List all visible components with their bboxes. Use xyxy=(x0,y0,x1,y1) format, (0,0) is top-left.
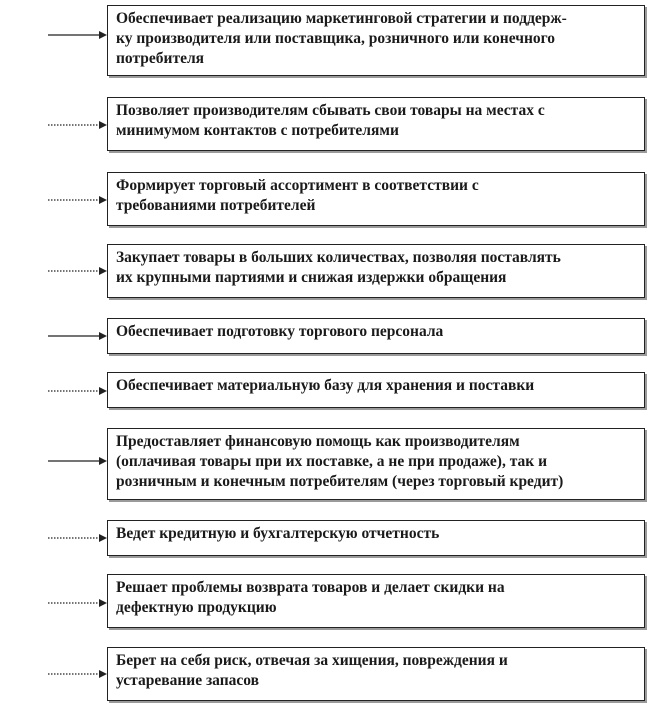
arrow-2 xyxy=(48,119,108,131)
arrow-10 xyxy=(48,668,108,680)
function-box-6: Обеспечивает материальную базу для хранения и поставки xyxy=(107,372,645,408)
arrow-9 xyxy=(48,597,108,609)
arrow-8 xyxy=(48,532,108,544)
arrow-7 xyxy=(48,455,108,467)
function-box-5: Обеспечивает подготовку торгового персонала xyxy=(107,318,645,354)
function-box-3: Формирует торговый ассортимент в соответствии с требованиями потребителей xyxy=(107,172,645,226)
function-box-8: Ведет кредитную и бухгалтерскую отчетность xyxy=(107,520,645,556)
arrow-1 xyxy=(48,29,108,41)
function-box-1: Обеспечивает реализацию маркетинговой стратегии и поддерж- ку производителя или поставщика, розничного или конечного потребителя xyxy=(107,5,645,76)
arrow-4 xyxy=(48,265,108,277)
arrow-5 xyxy=(48,330,108,342)
function-box-9: Решает проблемы возврата товаров и делает скидки на дефектную продукцию xyxy=(107,574,645,628)
function-box-2: Позволяет производителям сбывать свои товары на местах с минимумом контактов с потребителями xyxy=(107,97,645,151)
function-box-10: Берет на себя риск, отвечая за хищения, повреждения и устаревание запасов xyxy=(107,647,645,701)
function-box-7: Предоставляет финансовую помощь как производителям (оплачивая товары при их поставке, а не при продаже), так и розничным и конечным потребителям (через торговый кредит) xyxy=(107,428,645,500)
function-box-4: Закупает товары в больших количествах, позволяя поставлять их крупными партиями и снижая издержки обращения xyxy=(107,244,645,298)
arrow-6 xyxy=(48,385,108,397)
arrow-3 xyxy=(48,194,108,206)
